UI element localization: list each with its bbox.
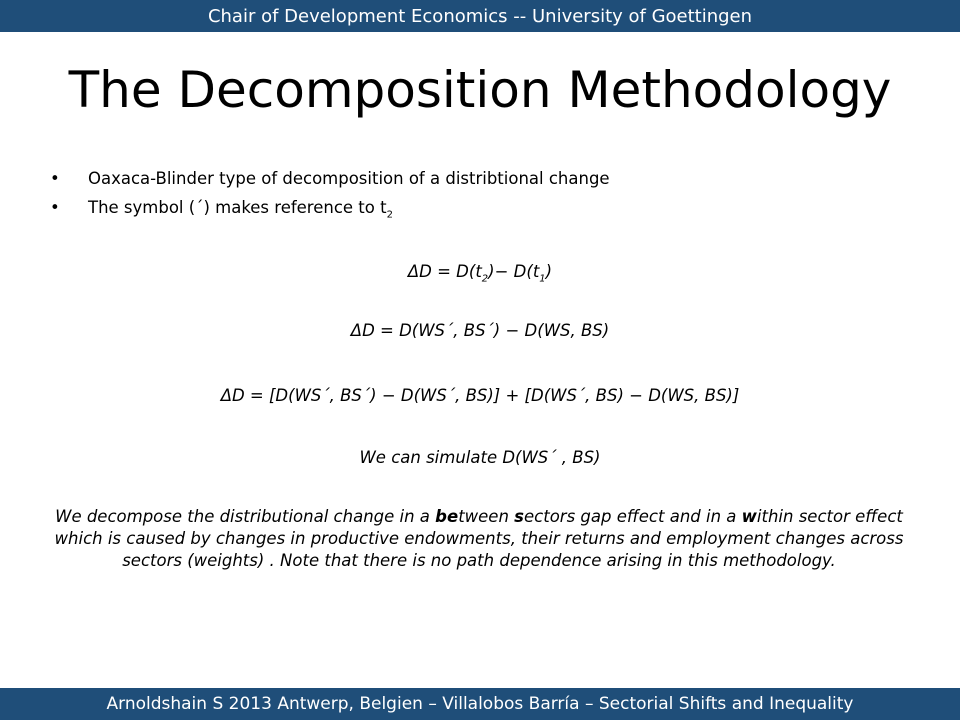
header-text: Chair of Development Economics -- University of Goettingen	[207, 5, 753, 27]
equation-4: We can simulate D(WS´ , BS)	[359, 448, 601, 467]
equation-1: $\Delta D = D(t_2)- D(t_1)$	[407, 262, 553, 285]
bullet-icon: •	[50, 169, 60, 188]
bullet-item	[50, 193, 610, 222]
bullet-item	[50, 164, 610, 193]
bullet-text: The symbol (´) makes reference to $t_2$	[88, 198, 393, 221]
bullet-list	[50, 164, 610, 222]
footer-bar	[0, 688, 960, 720]
explanation-paragraph: We decompose the distributional change in a between sectors gap effect and in a within sector effect which is caused by changes in productive endowments, their returns and employment changes across sectors (weights) . Note that there is no path dependence arising in this methodology.	[54, 507, 904, 570]
subscript: 2	[386, 209, 393, 221]
equation-2: ΔD = D(WS´, BS´) − D(WS, BS)	[350, 321, 610, 340]
bullet-text: Oaxaca-Blinder type of decomposition of a distribtional change	[88, 169, 610, 188]
equation-3: ΔD = [D(WS´, BS´) − D(WS´, BS)] + [D(WS´, BS) − D(WS, BS)]	[220, 386, 740, 405]
header-bar	[0, 0, 960, 32]
bullet-icon: •	[50, 198, 60, 217]
slide-title: The Decomposition Methodology	[68, 61, 892, 119]
footer-text: Arnoldshain S 2013 Antwerp, Belgien – Villalobos Barría – Sectorial Shifts and Inequality	[106, 694, 854, 714]
